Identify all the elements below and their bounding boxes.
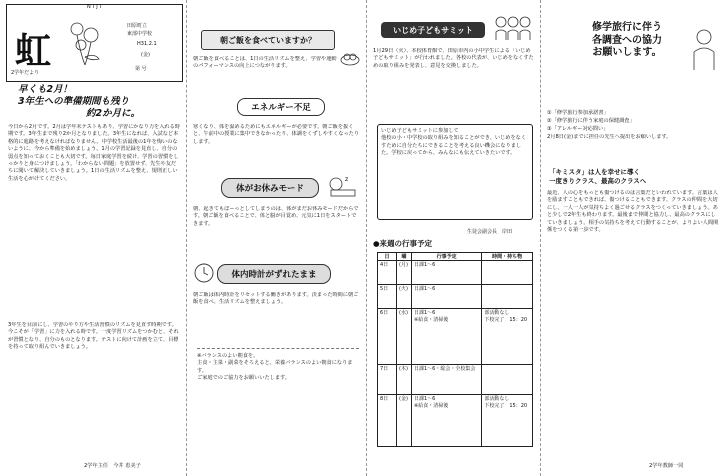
breakfast-title: 朝ご飯を食べていますか？ — [201, 30, 335, 50]
table-row — [378, 395, 533, 447]
event-day: 6日 — [378, 309, 397, 365]
events-bullet-icon: ● — [373, 239, 380, 248]
intro-text-2: 3年生を目前にし、学習のやり方や生活習慣のリズムを見直す時期です。今こそが「学習」に力を入れる時です。一度学習リズムをつかむと、それが習慣となり、自分のものとなります。テストに向けて計画を立て、目標を持って取り組んでいきましょう。 — [8, 322, 179, 351]
kokoro-text: 最近、人の心をもっとも傷つけるのは言葉だといわれています。言葉は人を励ますこともできれば、傷つけることもできます。クラスの仲間を大切にし、一人一人が気持ちよく過ごせるクラスをつくっていきましょう。あと少しで2年生も終わります。最後まで仲間と協力し、最高のクラスにしていきましょう。相手の気持ちを考えて行動することが、よりよい人間関係をつくる第一歩です。 — [547, 190, 719, 233]
events-col-day: 日 — [378, 253, 397, 261]
sleeping-student-icon — [327, 172, 357, 198]
event-dow: (水) — [397, 309, 412, 365]
events-col-plan: 行事予定 — [412, 253, 482, 261]
column-1 — [0, 0, 182, 476]
kokoro-title: 「キミスタ」は人を幸せに導く 一度きりクラス、最高のクラスへ — [549, 168, 647, 186]
flower-illustration — [65, 17, 105, 67]
event-items — [482, 285, 533, 309]
table-row — [378, 309, 533, 365]
event-day: 7日 — [378, 365, 397, 395]
event-dow: (木) — [397, 365, 412, 395]
balance-note: ※バランスのよい朝食を。 主食・主菜・副菜をそろえると、栄養バランスのよい朝食になります。 ご家庭でのご協力をお願いいたします。 — [197, 348, 359, 463]
event-plan: 日課1～6 ※給食・清掃後 — [412, 395, 482, 447]
energy-title: エネルギー不足 — [237, 98, 325, 116]
masthead-date: H31.2.1 — [137, 41, 157, 47]
masthead-school: 田原町立 東部中学校 — [127, 23, 153, 37]
event-day: 8日 — [378, 395, 397, 447]
events-title-text: 来週の行事予定 — [379, 239, 433, 248]
trip-note: 2月8日(金)までに担任の先生へ提出をお願いします。 — [547, 134, 672, 140]
masthead-logo: 虹 — [15, 30, 52, 72]
event-items: 部活動なし 下校完了 15：20 — [482, 309, 533, 365]
svg-text:z: z — [345, 176, 349, 183]
table-row — [378, 261, 533, 285]
trip-list-item: ②「修学旅行に伴う家庭の保健調査」 — [547, 117, 635, 124]
clock-icon — [193, 262, 215, 284]
events-title — [373, 238, 432, 249]
student-icon — [689, 28, 719, 72]
column-3 — [366, 0, 539, 476]
masthead-subtitle: 2学年だより — [11, 70, 40, 76]
event-plan: 日課1～6 ※給食・清掃後 — [412, 309, 482, 365]
column-2 — [186, 0, 365, 476]
event-items: 部活動なし 下校完了 15：20 — [482, 395, 533, 447]
masthead-weekday: (金) — [141, 52, 150, 58]
event-plan: 日課1～6 — [412, 285, 482, 309]
events-col-items: 時間・持ち物 — [482, 253, 533, 261]
children-icon — [493, 14, 533, 42]
ijime-boxed-comment: いじめ子どもサミットに参加して 他校の小・中学校の取り組みを知ることができ、いじめをなくすために自分たちにできることを考える良い機会になりました。学校に戻ってから、みんなにも伝えていきたいです。 — [377, 124, 533, 220]
ijime-summit-title: いじめ子どもサミット — [381, 22, 485, 38]
body-clock-text: 朝ご飯は体内時計をリセットする働きがあります。決まった時間に朝ご飯を食べ、生活リズムを整えましょう。 — [193, 292, 359, 306]
kokoro-sign: 2学年教師一同 — [649, 463, 684, 469]
column-4 — [540, 0, 722, 476]
trip-list-item: ③「アレルギー対応問い」 — [547, 125, 609, 132]
masthead-issue: 第 号 — [135, 66, 147, 72]
event-dow: (金) — [397, 395, 412, 447]
rest-mode-title: 体がお休みモード — [221, 178, 319, 198]
event-dow: (月) — [397, 261, 412, 285]
event-items — [482, 365, 533, 395]
table-row — [378, 365, 533, 395]
events-header-row — [378, 253, 533, 261]
trip-title: 修学旅行に伴う 各調査への協力 お願いします。 — [592, 22, 662, 58]
energy-text: 寒くなり、体を温めるためにもエネルギーが必要です。朝ご飯を抜くと、午前中の授業に集中できなかったり、体調をくずしやすくなったりします。 — [193, 124, 359, 145]
trip-list-item: ①「修学旅行参加承諾書」 — [547, 110, 609, 116]
table-row — [378, 285, 533, 309]
headline-line3: 約2か月に。 — [86, 107, 141, 119]
body-clock-title: 体内時計がずれたまま — [217, 264, 331, 284]
event-day: 4日 — [378, 261, 397, 285]
event-plan: 日課1～6 — [412, 261, 482, 285]
rest-mode-text: 朝、起きてもぼーっとしてしまうのは、体がまだお休みモードだからです。朝ご飯を食べることで、体と脳が目覚め、元気に1日をスタートできます。 — [193, 206, 359, 227]
ijime-sign: 生徒会副会長 岸田 — [467, 229, 513, 235]
breakfast-text: 朝ご飯を食べることは、1日の生活リズムを整え、学習や運動のパフォーマンスの向上につながります。 — [193, 56, 337, 70]
intro-sign: 2学年主任 今井 恵美子 — [84, 463, 141, 469]
events-col-dow: 曜 — [397, 253, 412, 261]
event-items — [482, 261, 533, 285]
event-plan: 日課1～6・総会・全校集会 — [412, 365, 482, 395]
ijime-text: 1月29日（火）、本校体育館で、田原市内の小中学生による「いじめ子どもサミット」が行われました。各校の代表が、いじめをなくすための取り組みを発表し、意見を交換しました。 — [373, 48, 534, 69]
intro-text: 今日から2月です。2月は学年末テストもあり、学習にかなり力を入れる時期です。3年生まで残り2か月となりました。3年生になれば、入試など本格的に進路を考えなければなりません。中学校生活最後の1年を悔いのないように、今から準備を始めましょう。1月の学習記録を見直し、自分の弱点を知っておくことも大切です。毎日家庭学習を続け、学習の習慣をしっかりと身につけましょう。「わからない問題」を放置せず、先生や友だちに聞いて解決していきましょう。1日の生活リズムを整え、規則正しい生活を心がけてください。 — [8, 124, 180, 182]
headline — [18, 84, 180, 120]
breakfast-icon — [339, 46, 361, 68]
trip-list — [547, 110, 719, 133]
event-day: 5日 — [378, 285, 397, 309]
masthead-small-label: NIJI — [87, 4, 104, 10]
headline-line2: 3年生への準備期間も残り — [18, 95, 130, 107]
events-table — [377, 252, 533, 447]
headline-line1: 早くも2月！ — [18, 84, 73, 95]
event-dow: (火) — [397, 285, 412, 309]
masthead — [6, 4, 183, 82]
